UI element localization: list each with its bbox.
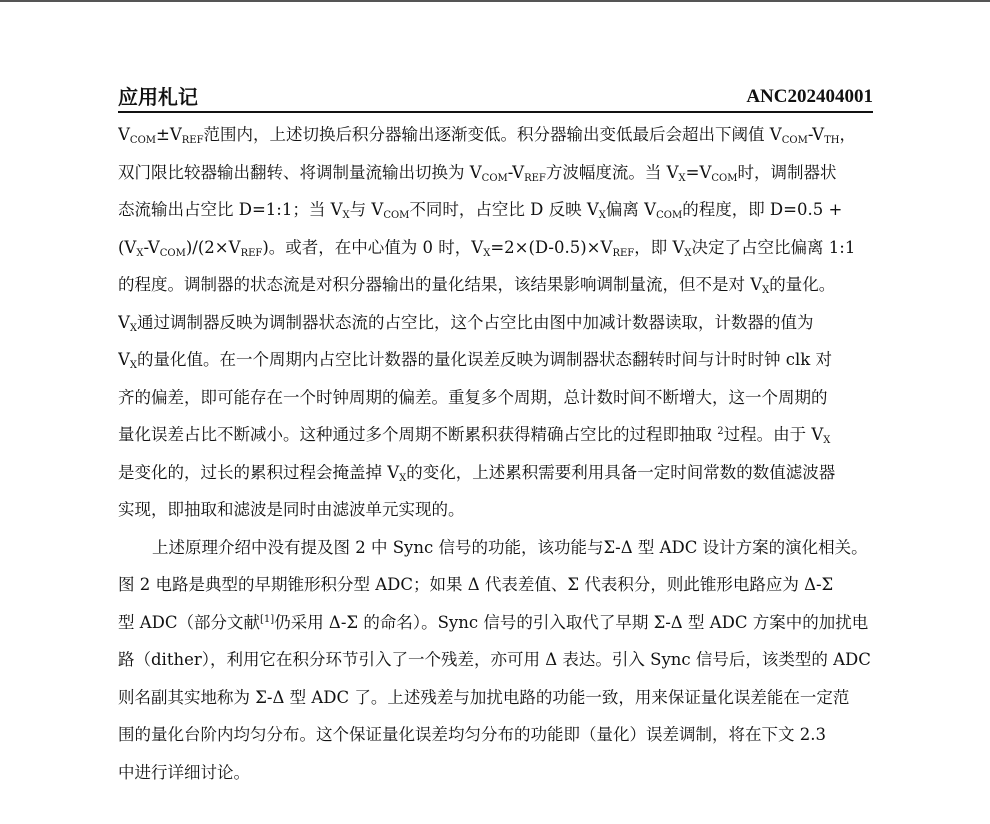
text-line: [118, 266, 873, 304]
text-run: 通过调制器反映为调制器状态流的占空比，这个占空比由图中加减计数器读取，计数器的值为: [137, 312, 814, 332]
text-run: 围的量化台阶内均匀分布。这个保证量化误差均匀分布的功能即（量化）误差调制，将在下文 2.3: [118, 725, 826, 744]
text-line: [118, 754, 873, 792]
subscript: X: [598, 210, 606, 221]
text-line: [118, 679, 873, 717]
subscript: X: [678, 172, 686, 184]
text-line: [118, 454, 873, 492]
subscript: COM: [656, 210, 683, 221]
subscript: COM: [129, 135, 157, 146]
subscript: COM: [711, 172, 738, 184]
text-line: [118, 641, 873, 679]
text-line: [118, 379, 873, 417]
subscript: X: [684, 247, 692, 259]
header-rule: [118, 111, 873, 113]
subscript: COM: [383, 210, 410, 221]
subscript: X: [823, 435, 831, 446]
text-line: [118, 191, 873, 229]
text-line: [118, 341, 873, 379]
text-line: [118, 304, 873, 342]
text-run: 时，调制器状: [737, 162, 837, 182]
text-run: 偏离 V: [605, 200, 657, 219]
text-run: 决定了占空比偏离 1:1: [691, 237, 856, 257]
text-run: 范围内，上述切换后积分器输出逐渐变低。积分器输出变低最后会超出下阈值 V: [203, 125, 782, 144]
text-run: ，即 V: [634, 237, 685, 257]
text-run: V: [118, 125, 130, 144]
body-text: [118, 116, 873, 791]
text-run: =V: [685, 162, 712, 182]
text-run: 的量化值。在一个周期内占空比计数器的量化误差反映为调制器状态翻转时间与计时时钟 clk 对: [137, 350, 833, 369]
subscript: COM: [481, 172, 508, 184]
text-run: 图 2 电路是典型的早期锥形积分型 ADC；如果 Δ 代表差值、Σ 代表积分，则此锥形电路应为 Δ-Σ: [118, 575, 834, 594]
subscript: REF: [181, 135, 204, 146]
text-run: 路（dither），利用它在积分环节引入了一个残差，亦可用 Δ 表达。引入 Sync 信号后，该类型的 ADC: [118, 650, 871, 669]
text-run: V: [118, 312, 130, 332]
superscript: 2: [717, 426, 724, 437]
doc-number: ANC202404001: [746, 86, 873, 107]
text-run: 是变化的，过长的累积过程会掩盖掉 V: [118, 462, 400, 482]
subscript: REF: [240, 247, 263, 259]
text-run: 量化误差占比不断减小。这种通过多个周期不断累积获得精确占空比的过程即抽取: [118, 425, 718, 444]
text-line: [118, 529, 873, 567]
subscript: X: [399, 472, 407, 484]
paragraph-2: [118, 529, 873, 792]
text-line: [118, 229, 873, 267]
text-line: [118, 604, 873, 642]
subscript: X: [483, 247, 491, 259]
text-line: [118, 116, 873, 154]
subscript: X: [762, 285, 770, 296]
text-run: 上述原理介绍中没有提及图 2 中 Sync 信号的功能，该功能与Σ-Δ 型 ADC 设计方案的演化相关。: [152, 537, 868, 557]
text-run: (V: [118, 237, 137, 257]
text-run: ，: [839, 125, 856, 144]
subscript: REF: [524, 172, 546, 184]
text-run: 仍采用 Δ-Σ 的命名）。Sync 信号的引入取代了早期 Σ-Δ 型 ADC 方案中的加扰电: [274, 612, 869, 632]
text-run: 方波幅度流。当 V: [545, 162, 679, 182]
text-run: 型 ADC（部分文献: [118, 612, 261, 632]
subscript: COM: [159, 247, 186, 259]
text-run: 态流输出占空比 D=1:1；当 V: [118, 200, 343, 219]
text-run: -V: [807, 125, 825, 144]
text-line: [118, 566, 873, 604]
subscript: X: [129, 360, 138, 371]
text-run: 则名副其实地称为 Σ-Δ 型 ADC 了。上述残差与加扰电路的功能一致，用来保证量化误差能在一定范: [118, 687, 850, 707]
text-run: 双门限比较器输出翻转、将调制量流输出切换为 V: [118, 162, 482, 182]
top-border: [0, 0, 990, 2]
subscript: X: [342, 210, 350, 221]
text-line: [118, 716, 873, 754]
subscript: COM: [781, 135, 808, 146]
text-line: [118, 154, 873, 192]
subscript: X: [136, 247, 144, 259]
text-run: -V: [507, 162, 525, 182]
text-run: ±V: [156, 125, 182, 144]
text-run: )。或者，在中心值为 0 时，V: [262, 237, 484, 257]
text-run: 的程度。调制器的状态流是对积分器输出的量化结果，该结果影响调制量流，但不是对 V: [118, 275, 763, 294]
paragraph-1: [118, 116, 873, 529]
text-run: 实现，即抽取和滤波是同时由滤波单元实现的。: [118, 500, 465, 519]
text-run: 不同时，占空比 D 反映 V: [409, 200, 599, 219]
superscript: [1]: [260, 613, 275, 625]
text-run: 的程度，即 D=0.5 +: [682, 200, 843, 219]
subscript: REF: [612, 247, 635, 259]
subscript: X: [129, 322, 138, 334]
page-header: [118, 84, 873, 112]
text-line: [118, 491, 873, 529]
text-run: 与 V: [349, 200, 384, 219]
doc-type-label: 应用札记: [118, 85, 198, 109]
text-run: 齐的偏差，即可能存在一个时钟周期的偏差。重复多个周期，总计数时间不断增大，这一个周期的: [118, 387, 828, 407]
text-run: -V: [143, 237, 160, 257]
text-run: 中进行详细讨论。: [118, 762, 250, 782]
text-run: 的量化。: [769, 275, 836, 294]
text-run: 过程。由于 V: [723, 425, 824, 444]
text-run: 的变化，上述累积需要利用具备一定时间常数的数值滤波器: [406, 462, 836, 482]
text-run: =2×(D-0.5)×V: [490, 237, 613, 257]
text-run: V: [118, 350, 130, 369]
subscript: TH: [824, 135, 840, 146]
text-run: )/(2×V: [185, 237, 241, 257]
text-line: [118, 416, 873, 454]
